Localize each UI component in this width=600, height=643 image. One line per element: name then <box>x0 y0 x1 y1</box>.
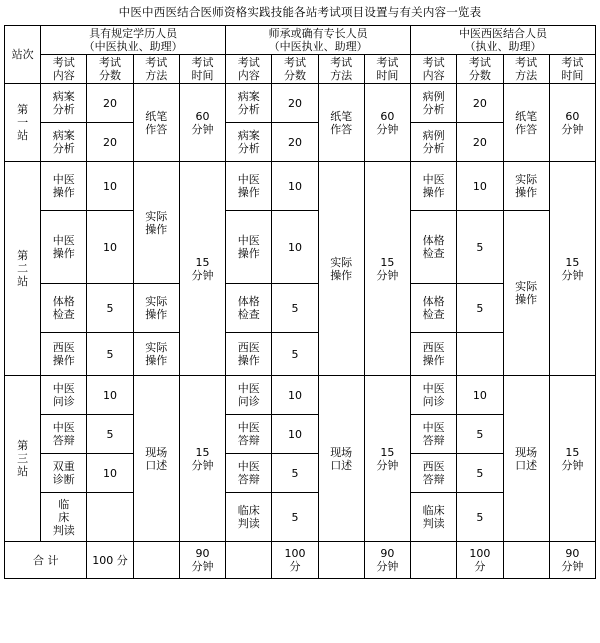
s2-g3-time: 15 分钟 <box>549 162 595 376</box>
table-row <box>5 376 596 415</box>
total-g3-time: 90 分钟 <box>549 542 595 579</box>
header-g3-content: 考试 内容 <box>411 55 457 84</box>
total-g1-score: 100 分 <box>87 542 133 579</box>
s2-g2-content-1: 中医 操作 <box>226 162 272 211</box>
header-g1-content: 考试 内容 <box>41 55 87 84</box>
header-station-col: 站次 <box>5 26 41 84</box>
s3-g2-score-1: 10 <box>272 376 318 415</box>
s3-g3-content-4: 临床 判读 <box>411 493 457 542</box>
s1-g2-score-2: 20 <box>272 123 318 162</box>
s2-g1-content-1: 中医 操作 <box>41 162 87 211</box>
s2-g3-content-3: 体格 检查 <box>411 284 457 333</box>
s3-g2-method: 现场 口述 <box>318 376 364 542</box>
s1-g1-time: 60 分钟 <box>179 84 225 162</box>
total-g1-method-empty <box>133 542 179 579</box>
header-g1-time: 考试 时间 <box>179 55 225 84</box>
s3-g1-content-3: 双重 诊断 <box>41 454 87 493</box>
total-g3-method-empty <box>503 542 549 579</box>
s3-g1-score-4 <box>87 493 133 542</box>
total-g2-method-empty <box>318 542 364 579</box>
header-group-3: 中医西医结合人员 （执业、助理） <box>411 26 596 55</box>
s2-g2-score-3: 5 <box>272 284 318 333</box>
s3-g1-content-2: 中医 答辩 <box>41 415 87 454</box>
s2-g3-score-3: 5 <box>457 284 503 333</box>
s2-g1-score-2: 10 <box>87 211 133 284</box>
s1-g2-score-1: 20 <box>272 84 318 123</box>
s3-g3-score-4: 5 <box>457 493 503 542</box>
s2-g3-content-2: 体格 检查 <box>411 211 457 284</box>
s2-g1-time: 15 分钟 <box>179 162 225 376</box>
header-g2-content: 考试 内容 <box>226 55 272 84</box>
s2-g2-content-2: 中医 操作 <box>226 211 272 284</box>
s2-g3-content-1: 中医 操作 <box>411 162 457 211</box>
s3-g1-content-4: 临 床 判读 <box>41 493 87 542</box>
s2-g1-method-3: 实际 操作 <box>133 284 179 333</box>
s3-g3-content-3: 西医 答辩 <box>411 454 457 493</box>
s2-g2-content-4: 西医 操作 <box>226 333 272 376</box>
table-row <box>5 211 596 284</box>
total-g3-content-empty <box>411 542 457 579</box>
s3-g1-content-1: 中医 问诊 <box>41 376 87 415</box>
s2-g3-score-1: 10 <box>457 162 503 211</box>
s3-g2-content-3: 中医 答辩 <box>226 454 272 493</box>
s1-g1-score-1: 20 <box>87 84 133 123</box>
s3-g2-content-4: 临床 判读 <box>226 493 272 542</box>
s2-g2-time: 15 分钟 <box>364 162 410 376</box>
s3-g3-score-3: 5 <box>457 454 503 493</box>
table-row <box>5 162 596 211</box>
s3-g1-score-1: 10 <box>87 376 133 415</box>
s2-g1-score-1: 10 <box>87 162 133 211</box>
s1-g3-time: 60 分钟 <box>549 84 595 162</box>
s1-g2-content-2: 病案 分析 <box>226 123 272 162</box>
s2-g2-content-3: 体格 检查 <box>226 284 272 333</box>
s1-g3-method: 纸笔 作答 <box>503 84 549 162</box>
s2-g1-content-2: 中医 操作 <box>41 211 87 284</box>
station-3-label: 第 三 站 <box>5 376 41 542</box>
header-group-1: 具有规定学历人员 （中医执业、助理） <box>41 26 226 55</box>
s1-g3-content-1: 病例 分析 <box>411 84 457 123</box>
total-g2-time: 90 分钟 <box>364 542 410 579</box>
header-g1-method: 考试 方法 <box>133 55 179 84</box>
s3-g2-score-2: 10 <box>272 415 318 454</box>
table-row-total <box>5 542 596 579</box>
s2-g2-score-2: 10 <box>272 211 318 284</box>
page-title: 中医中西医结合医师资格实践技能各站考试项目设置与有关内容一览表 <box>118 5 482 19</box>
s2-g2-score-1: 10 <box>272 162 318 211</box>
header-g2-score: 考试 分数 <box>272 55 318 84</box>
s2-g2-method: 实际 操作 <box>318 162 364 376</box>
s3-g3-score-1: 10 <box>457 376 503 415</box>
s3-g1-score-3: 10 <box>87 454 133 493</box>
s3-g3-score-2: 5 <box>457 415 503 454</box>
s3-g1-score-2: 5 <box>87 415 133 454</box>
s1-g1-method: 纸笔 作答 <box>133 84 179 162</box>
s3-g3-method: 现场 口述 <box>503 376 549 542</box>
s2-g3-score-2: 5 <box>457 211 503 284</box>
s2-g1-content-3: 体格 检查 <box>41 284 87 333</box>
s1-g3-content-2: 病例 分析 <box>411 123 457 162</box>
total-g2-score: 100 分 <box>272 542 318 579</box>
s1-g2-method: 纸笔 作答 <box>318 84 364 162</box>
s1-g2-time: 60 分钟 <box>364 84 410 162</box>
station-2-label: 第 二 站 <box>5 162 41 376</box>
s2-g1-method-4: 实际 操作 <box>133 333 179 376</box>
s2-g3-method-1: 实际 操作 <box>503 162 549 211</box>
s1-g3-score-2: 20 <box>457 123 503 162</box>
s1-g1-content-1: 病案 分析 <box>41 84 87 123</box>
table-row <box>5 84 596 123</box>
s3-g3-content-2: 中医 答辩 <box>411 415 457 454</box>
s3-g2-time: 15 分钟 <box>364 376 410 542</box>
s3-g2-content-1: 中医 问诊 <box>226 376 272 415</box>
header-g2-time: 考试 时间 <box>364 55 410 84</box>
header-group-2: 师承或确有专长人员 （中医执业、助理） <box>226 26 411 55</box>
header-g3-method: 考试 方法 <box>503 55 549 84</box>
total-label: 合 计 <box>5 542 87 579</box>
s2-g1-method-1: 实际 操作 <box>133 162 179 284</box>
header-g1-score: 考试 分数 <box>87 55 133 84</box>
total-g2-content-empty <box>226 542 272 579</box>
s1-g1-content-2: 病案 分析 <box>41 123 87 162</box>
header-g3-score: 考试 分数 <box>457 55 503 84</box>
s1-g3-score-1: 20 <box>457 84 503 123</box>
s2-g3-score-4 <box>457 333 503 376</box>
s2-g3-content-4: 西医 操作 <box>411 333 457 376</box>
s3-g2-score-3: 5 <box>272 454 318 493</box>
header-g2-method: 考试 方法 <box>318 55 364 84</box>
s2-g1-score-4: 5 <box>87 333 133 376</box>
s3-g3-time: 15 分钟 <box>549 376 595 542</box>
s1-g2-content-1: 病案 分析 <box>226 84 272 123</box>
station-1-label: 第 一 站 <box>5 84 41 162</box>
s3-g3-content-1: 中医 问诊 <box>411 376 457 415</box>
s1-g1-score-2: 20 <box>87 123 133 162</box>
s3-g1-time: 15 分钟 <box>179 376 225 542</box>
s3-g1-method: 现场 口述 <box>133 376 179 542</box>
table-header-groups <box>5 26 596 55</box>
s3-g2-content-2: 中医 答辩 <box>226 415 272 454</box>
total-g1-time: 90 分钟 <box>179 542 225 579</box>
s2-g2-score-4: 5 <box>272 333 318 376</box>
s2-g1-score-3: 5 <box>87 284 133 333</box>
s2-g3-method-2: 实际 操作 <box>503 211 549 376</box>
table-header-subcols <box>5 55 596 84</box>
exam-table <box>4 25 596 579</box>
total-g3-score: 100 分 <box>457 542 503 579</box>
s3-g2-score-4: 5 <box>272 493 318 542</box>
s2-g1-content-4: 西医 操作 <box>41 333 87 376</box>
header-g3-time: 考试 时间 <box>549 55 595 84</box>
